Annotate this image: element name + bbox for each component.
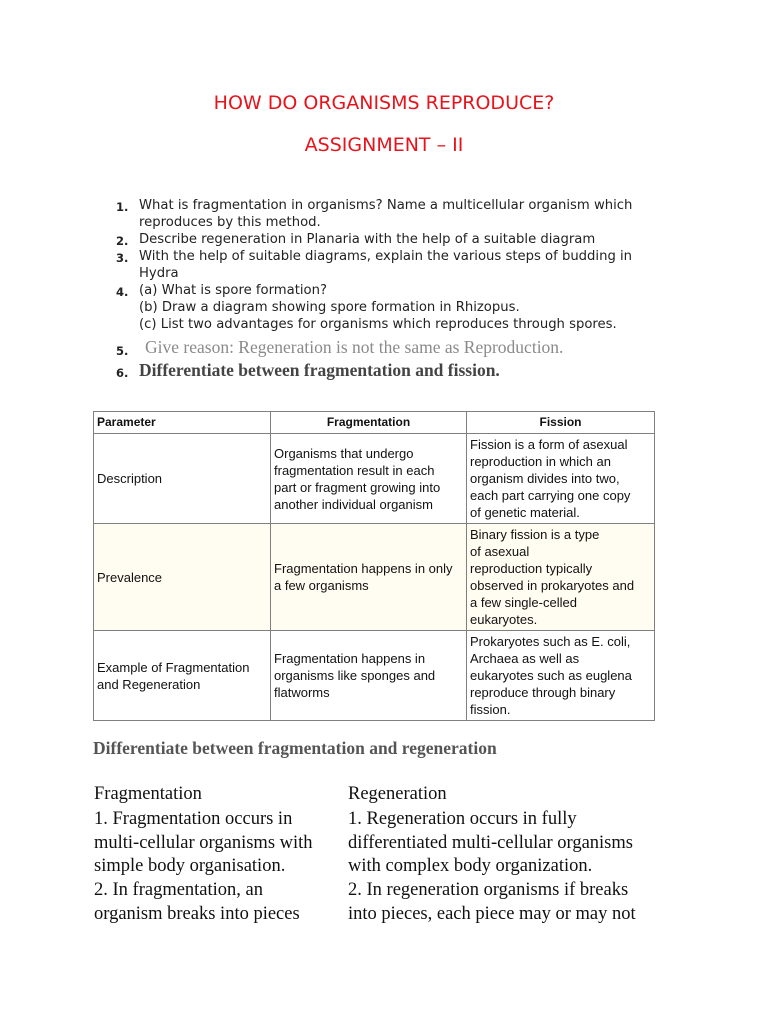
table-cell [467, 434, 655, 524]
page-subtitle: ASSIGNMENT – II [304, 134, 464, 156]
column-line: 1. Regeneration occurs in fully [348, 808, 577, 829]
question-line: reproduces by this method. [139, 215, 321, 230]
question-line: With the help of suitable diagrams, explain the various steps of budding in [139, 249, 633, 264]
column-line: simple body organisation. [94, 856, 286, 877]
table-cell [271, 434, 467, 524]
cell-line: reproduction typically [470, 561, 593, 576]
question-number: 3. [116, 251, 129, 265]
page-title: HOW DO ORGANISMS REPRODUCE? [213, 92, 555, 114]
question-number: 2. [116, 234, 129, 248]
cell-line: Fragmentation happens in [274, 651, 426, 666]
column-line: into pieces, each piece may or may not [348, 903, 636, 924]
cell-line: of genetic material. [470, 505, 580, 520]
question-line: What is fragmentation in organisms? Name a multicellular organism which [139, 198, 633, 213]
table-row [94, 524, 655, 631]
cell-line: a few single-celled [470, 595, 577, 610]
cell-line: Example of Fragmentation [97, 659, 250, 675]
cell-line: Archaea as well as [470, 651, 580, 666]
question-text [139, 282, 684, 333]
cell-line: reproduction in which an [470, 454, 611, 469]
question-number: 4. [116, 285, 129, 299]
cell-line: fragmentation result in each [274, 462, 435, 478]
cell-line: eukaryotes such as euglena [470, 668, 632, 683]
question-line: (c) List two advantages for organisms which reproduces through spores. [139, 317, 617, 332]
cell-line: Binary fission is a type [470, 527, 600, 542]
question-text [139, 231, 684, 248]
column-line: multi-cellular organisms with [94, 832, 313, 853]
column-line: 2. In regeneration organisms if breaks [348, 880, 629, 901]
column-line: with complex body organization. [348, 856, 593, 877]
cell-line: of asexual [470, 544, 530, 559]
column-title: Fragmentation [94, 784, 202, 804]
column-line: 1. Fragmentation occurs in [94, 808, 293, 829]
section-heading: Differentiate between fragmentation and regeneration [93, 738, 497, 758]
table-cell [467, 631, 655, 721]
fragmentation-column [94, 783, 344, 927]
cell-line: organism divides into two, [470, 471, 620, 486]
question-line: (b) Draw a diagram showing spore formation in Rhizopus. [139, 300, 520, 315]
table-cell [271, 631, 467, 721]
question-line: Describe regeneration in Planaria with the help of a suitable diagram [139, 232, 596, 247]
question-number: 1. [116, 200, 129, 214]
table-header-cell: Fission [467, 412, 655, 434]
question-line: Hydra [139, 266, 179, 281]
cell-line: eukaryotes. [470, 612, 538, 627]
table-cell [271, 524, 467, 631]
comparison-table [93, 411, 655, 721]
question-text: Give reason: Regeneration is not the same as Reproduction. [145, 337, 564, 357]
cell-line: Organisms that undergo [274, 445, 414, 461]
cell-line: Prokaryotes such as E. coli, [470, 634, 631, 649]
cell-line: Fission is a form of asexual [470, 437, 628, 452]
cell-line: flatworms [274, 685, 330, 700]
question-line: (a) What is spore formation? [139, 283, 327, 298]
cell-line: each part carrying one copy [470, 488, 631, 503]
table-cell: Prevalence [94, 524, 271, 631]
table-header-row [94, 412, 655, 434]
cell-line: organisms like sponges and [274, 668, 436, 683]
table-cell [467, 524, 655, 631]
question-text [139, 248, 684, 282]
table-header-cell: Parameter [94, 412, 271, 434]
table-row [94, 631, 655, 721]
cell-line: another individual organism [274, 496, 433, 512]
table-row [94, 434, 655, 524]
table-cell [94, 631, 271, 721]
question-number: 5. [116, 344, 129, 358]
table-header-cell: Fragmentation [271, 412, 467, 434]
column-line: organism breaks into pieces [94, 903, 300, 924]
cell-line: part or fragment growing into [274, 479, 441, 495]
column-title: Regeneration [348, 784, 447, 804]
table-cell: Description [94, 434, 271, 524]
cell-line: Fragmentation happens in only [274, 561, 453, 576]
cell-line: a few organisms [274, 578, 369, 593]
question-text [139, 197, 684, 231]
question-number: 6. [116, 366, 129, 380]
column-line: differentiated multi-cellular organisms [348, 832, 633, 853]
regeneration-column [348, 783, 678, 927]
question-text: Differentiate between fragmentation and fission. [139, 360, 500, 380]
cell-line: and Regeneration [97, 676, 201, 692]
column-line: 2. In fragmentation, an [94, 880, 264, 901]
cell-line: reproduce through binary [470, 685, 616, 700]
cell-line: fission. [470, 702, 511, 717]
cell-line: observed in prokaryotes and [470, 578, 635, 593]
